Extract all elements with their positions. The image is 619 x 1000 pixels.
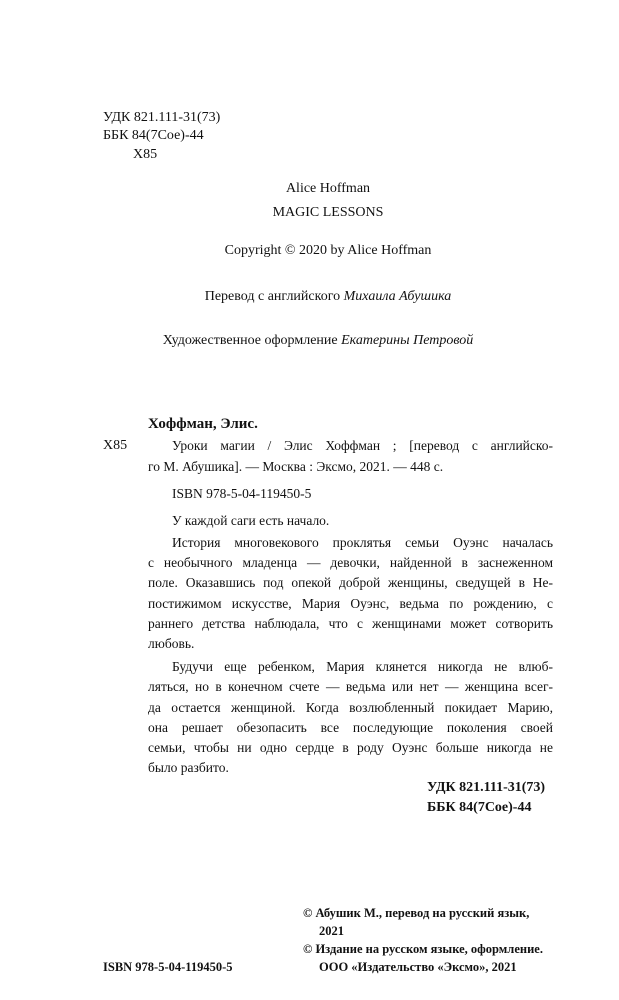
author-sign: Х85 (133, 147, 158, 162)
annotation-line: любовь. (148, 636, 195, 651)
designer-name: Екатерины Петровой (341, 333, 474, 348)
annotation-line: постижимом искусстве, Мария Оуэнс, ведьма по рождению, с (148, 596, 553, 611)
design-credit (138, 332, 498, 350)
copyright-translation-year: 2021 (319, 924, 344, 938)
copyright-translation: © Абушик М., перевод на русский язык, (303, 906, 530, 920)
annotation-line: История многовекового проклятья семьи Оуэнс началась (172, 535, 553, 550)
catalog-author-sign: Х85 (103, 438, 128, 453)
original-author: Alice Hoffman (285, 181, 371, 196)
catalog-isbn: ISBN 978-5-04-119450-5 (172, 486, 312, 501)
annotation-line: она решает обезопасить все последующие поколения своей (148, 720, 553, 735)
translator-name: Михаила Абушика (343, 289, 452, 304)
design-label: Художественное оформление (162, 333, 338, 348)
translation-credit (148, 288, 508, 306)
annotation-line: было разбито. (148, 760, 229, 775)
translation-label: Перевод с английского (204, 289, 341, 304)
annotation-line: да остается женщиной. Когда возлюбленный покидает Марию, (148, 700, 553, 715)
footer-isbn: ISBN 978-5-04-119450-5 (103, 960, 233, 974)
annotation-line: поле. Оказавшись под опекой доброй женщины, сведущей в Не- (148, 575, 553, 590)
catalog-tagline: У каждой саги есть начало. (172, 513, 330, 528)
catalog-author-heading: Хоффман, Элис. (148, 416, 258, 432)
udk-code: УДК 821.111-31(73) (103, 110, 221, 125)
copyright-edition: © Издание на русском языке, оформление. (303, 942, 543, 956)
publisher: ООО «Издательство «Эксмо», 2021 (319, 960, 517, 974)
catalog-title-line: Уроки магии / Элис Хоффман ; [перевод с английско- (172, 438, 553, 453)
annotation-line: ляться, но в конечном счете — ведьма или нет — женщина всег- (148, 679, 553, 694)
catalog-title-line: го М. Абушика]. — Москва : Эксмо, 2021. — 448 с. (148, 459, 444, 474)
annotation-line: семьи, чтобы ни одно сердце в роду Оуэнс больше никогда не (148, 740, 553, 755)
bbk-code: ББК 84(7Сое)-44 (103, 128, 204, 143)
annotation-line: с необычного младенца — девочки, найденной в заснеженном (148, 555, 553, 570)
catalog-udk: УДК 821.111-31(73) (427, 780, 546, 795)
catalog-bbk: ББК 84(7Сое)-44 (427, 800, 532, 815)
original-title: MAGIC LESSONS (272, 205, 384, 220)
annotation-line: раннего детства наблюдала, что с женщинами может сотворить (148, 616, 553, 631)
annotation-line: Будучи еще ребенком, Мария клянется никогда не влюб- (172, 659, 553, 674)
original-copyright: Copyright © 2020 by Alice Hoffman (224, 243, 432, 258)
